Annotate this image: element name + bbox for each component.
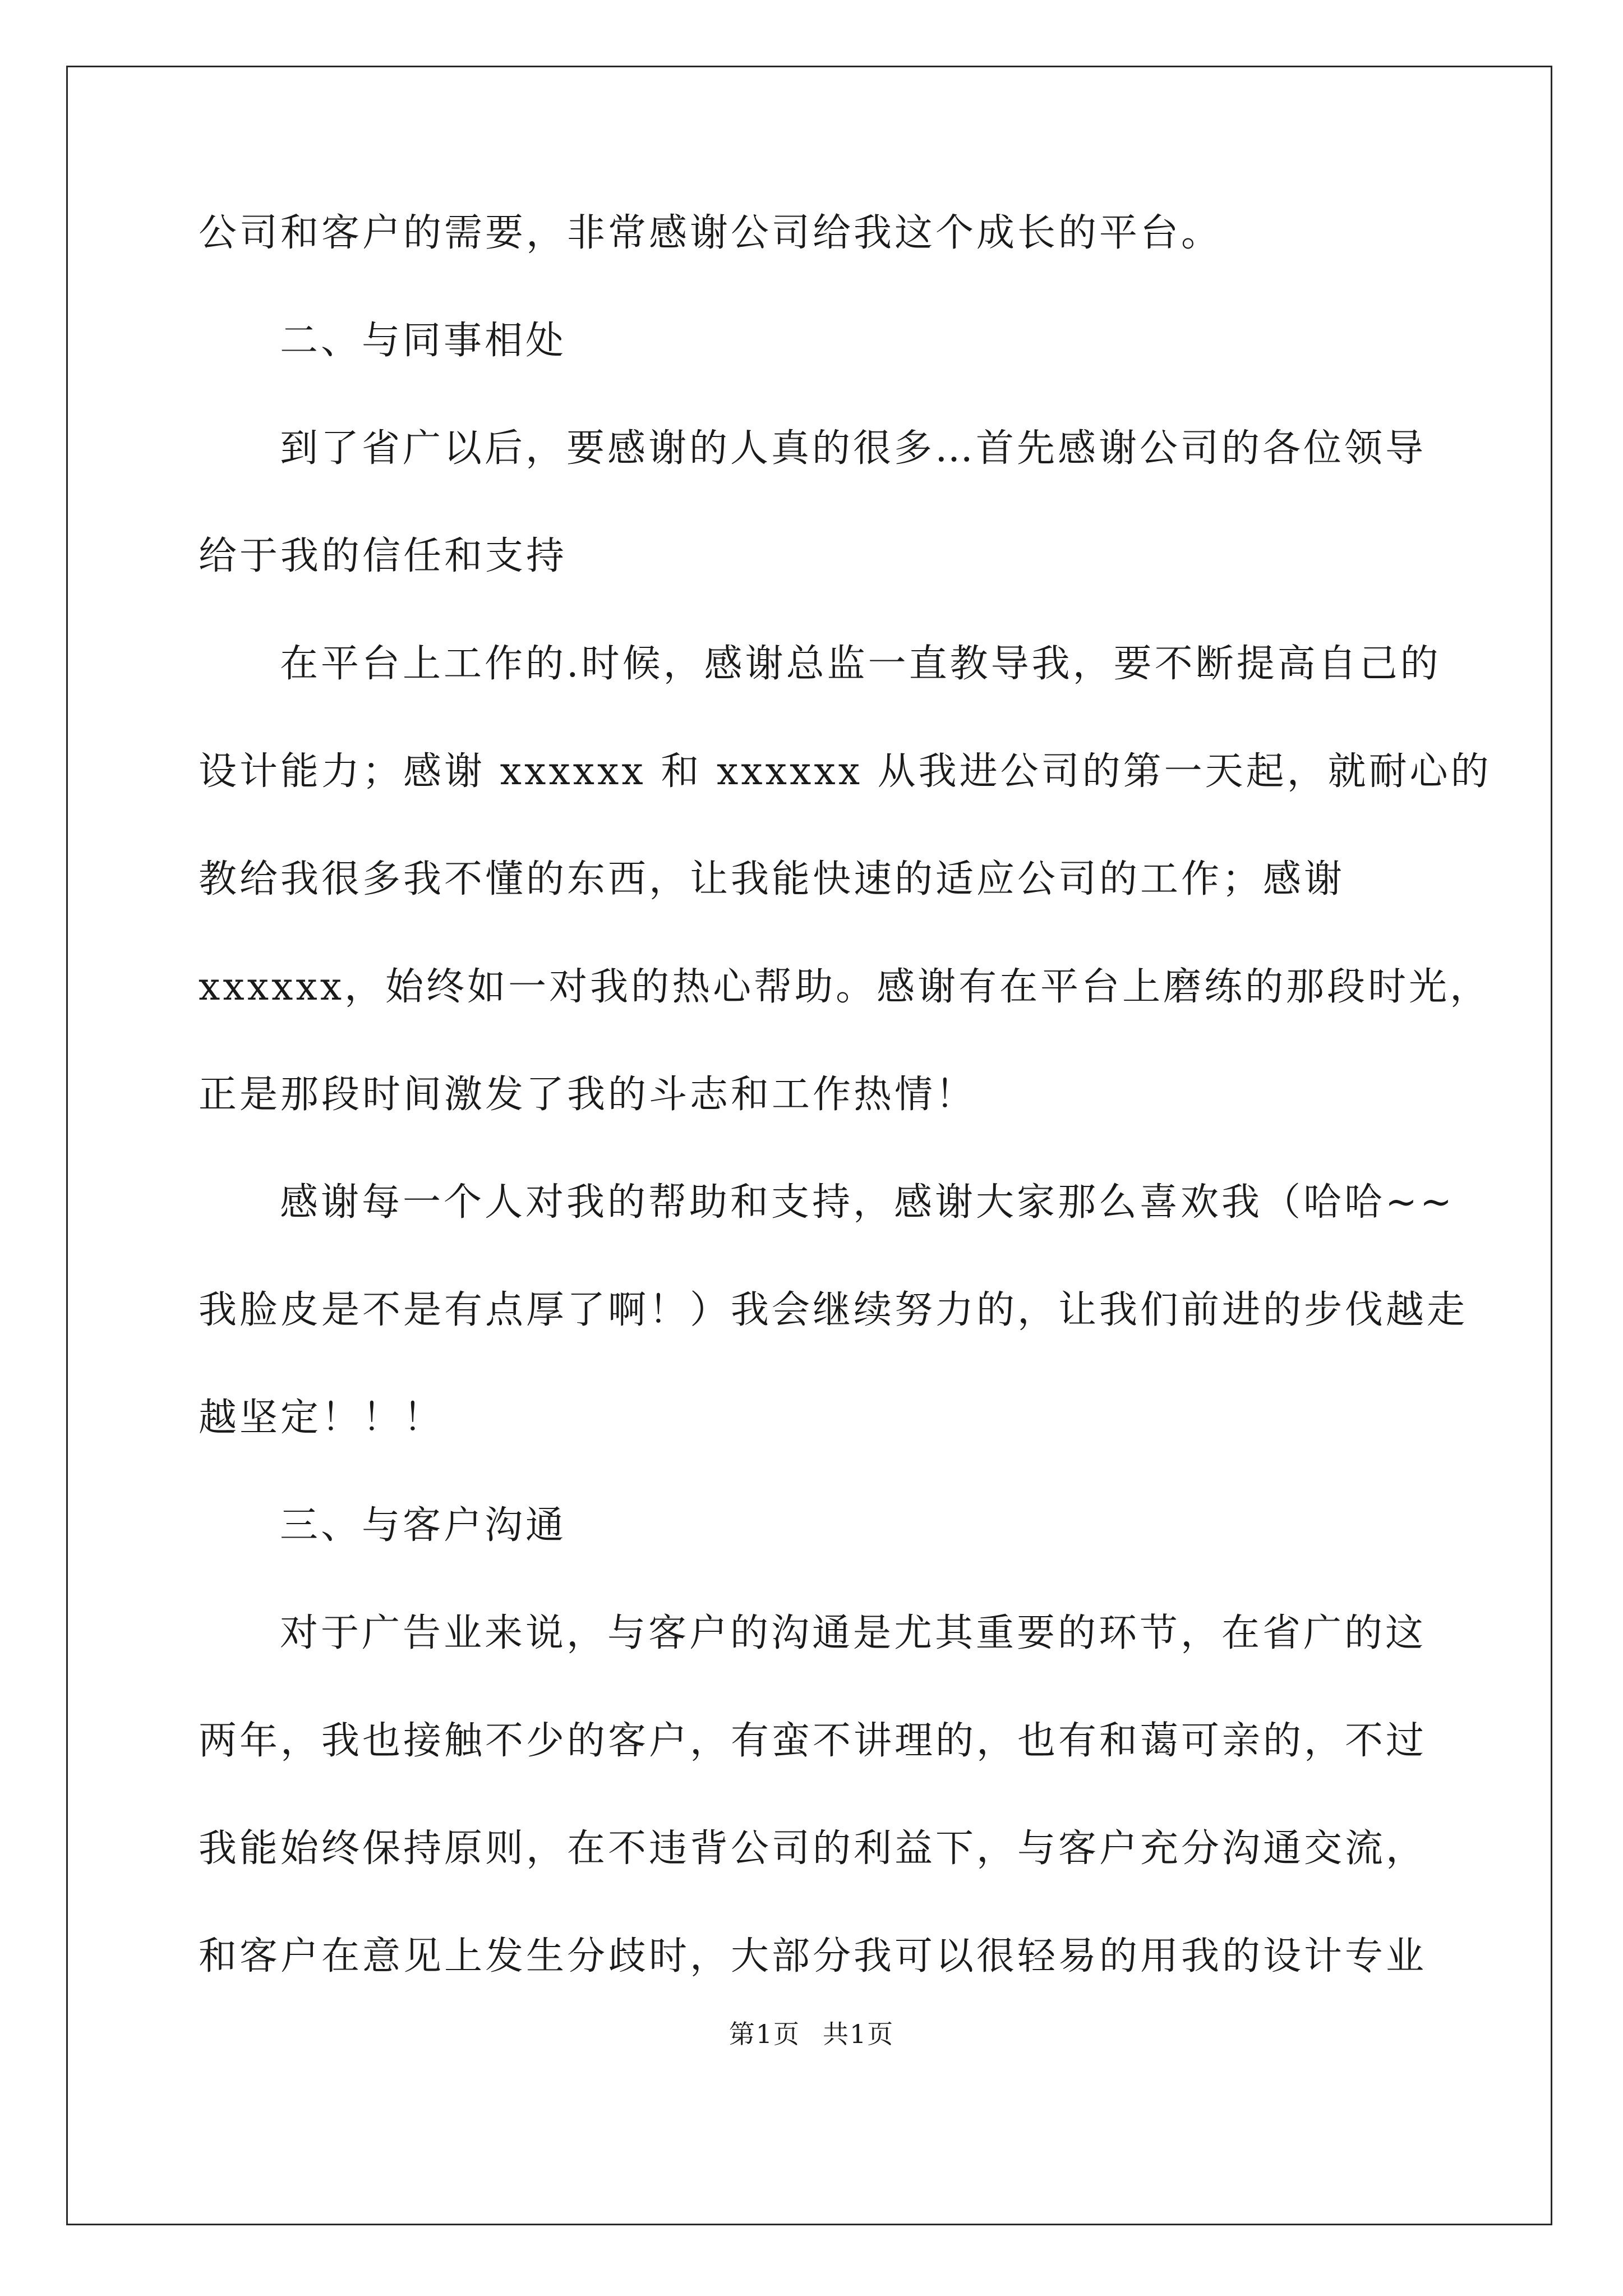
text-line: 和客户在意见上发生分歧时，大部分我可以很轻易的用我的设计专业 [199, 1934, 1427, 1978]
text-line: 越坚定！！！ [199, 1396, 445, 1440]
page-number: 第1页 [728, 2019, 800, 2049]
text-line: 感谢每一个人对我的帮助和支持，感谢大家那么喜欢我（哈哈~~ [280, 1180, 1455, 1225]
text-line: 我能始终保持原则，在不违背公司的利益下，与客户充分沟通交流， [199, 1826, 1427, 1871]
text-line: xxxxxx，始终如一对我的热心帮助。感谢有在平台上磨练的那段时光， [199, 965, 1491, 1009]
page-total: 共1页 [823, 2019, 895, 2049]
section-heading: 三、与客户沟通 [280, 1503, 567, 1548]
text-line: 公司和客户的需要，非常感谢公司给我这个成长的平台。 [199, 211, 1223, 255]
text-line: 教给我很多我不懂的东西，让我能快速的适应公司的工作；感谢 [199, 857, 1345, 901]
text-line: 到了省广以后，要感谢的人真的很多…首先感谢公司的各位领导 [280, 426, 1427, 471]
text-line: 在平台上工作的.时候，感谢总监一直教导我，要不断提高自己的 [280, 642, 1441, 686]
text-line: 我脸皮是不是有点厚了啊！）我会继续努力的，让我们前进的步伐越走 [199, 1288, 1468, 1332]
section-heading: 二、与同事相处 [280, 319, 567, 363]
text-line: 给于我的信任和支持 [199, 534, 568, 578]
text-line: 正是那段时间激发了我的斗志和工作热情！ [199, 1073, 977, 1117]
text-line: 设计能力；感谢 xxxxxx 和 xxxxxx 从我进公司的第一天起，就耐心的 [199, 749, 1492, 794]
text-line: 对于广告业来说，与客户的沟通是尤其重要的环节，在省广的这 [280, 1611, 1427, 1655]
page-border [66, 66, 1552, 2225]
page-footer [0, 2017, 1623, 2051]
text-line: 两年，我也接触不少的客户，有蛮不讲理的，也有和蔼可亲的，不过 [199, 1719, 1427, 1763]
